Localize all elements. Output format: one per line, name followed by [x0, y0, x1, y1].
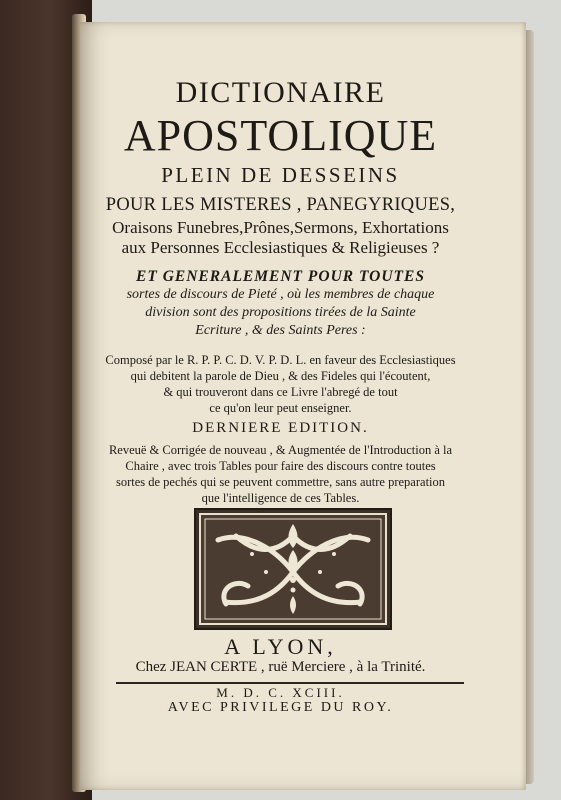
imprint-city: A LYON,	[224, 634, 337, 659]
subtitle-line-3: Oraisons Funebres,Prônes,Sermons, Exhortations	[112, 218, 449, 237]
imprint-year: M. D. C. XCIII.	[216, 685, 345, 700]
subtitle-line-6: sortes de discours de Pieté , où les membres de chaque	[126, 287, 435, 302]
author-line-1: Composé par le R. P. P. C. D. V. P. D. L. en faveur des Ecclesiastiques	[105, 353, 456, 367]
imprint-publisher: Chez JEAN CERTE , ruë Merciere , à la Trinité.	[135, 659, 426, 675]
edition-line: DERNIERE EDITION.	[192, 420, 369, 436]
author-line-2: qui debitent la parole de Dieu , & des Fideles qui l'écoutent,	[130, 369, 431, 383]
interlaced-monogram-ornament-icon	[194, 508, 392, 630]
revision-line-2: Chaire , avec trois Tables pour faire des discours contre toutes	[125, 459, 436, 473]
subtitle-line-2: POUR LES MISTERES , PANEGYRIQUES,	[105, 195, 456, 215]
author-line-4: ce qu'on leur peut enseigner.	[209, 401, 352, 415]
subtitle-line-1: PLEIN DE DESSEINS	[161, 163, 400, 187]
revision-line-1: Reveuë & Corrigée de nouveau , & Augmentée de l'Introduction à la	[108, 443, 453, 457]
imprint-rule	[116, 682, 464, 684]
subtitle-line-8: Ecriture , & des Saints Peres :	[195, 323, 366, 338]
subtitle-line-7: division sont des propositions tirées de la Sainte	[145, 305, 416, 320]
revision-line-3: sortes de pechés qui se peuvent commettre, sans autre preparation	[115, 475, 446, 489]
author-line-3: & qui trouveront dans ce Livre l'abregé de tout	[163, 385, 398, 399]
subtitle-line-5: ET GENERALEMENT POUR TOUTES	[136, 268, 425, 285]
revision-line-4: que l'intelligence de ces Tables.	[201, 491, 360, 505]
title-line-1: DICTIONAIRE	[175, 76, 386, 109]
title-line-2: APOSTOLIQUE	[123, 111, 438, 160]
subtitle-line-4: aux Personnes Ecclesiastiques & Religieuses ?	[121, 238, 440, 257]
imprint-privilege: AVEC PRIVILEGE DU ROY.	[167, 700, 394, 715]
